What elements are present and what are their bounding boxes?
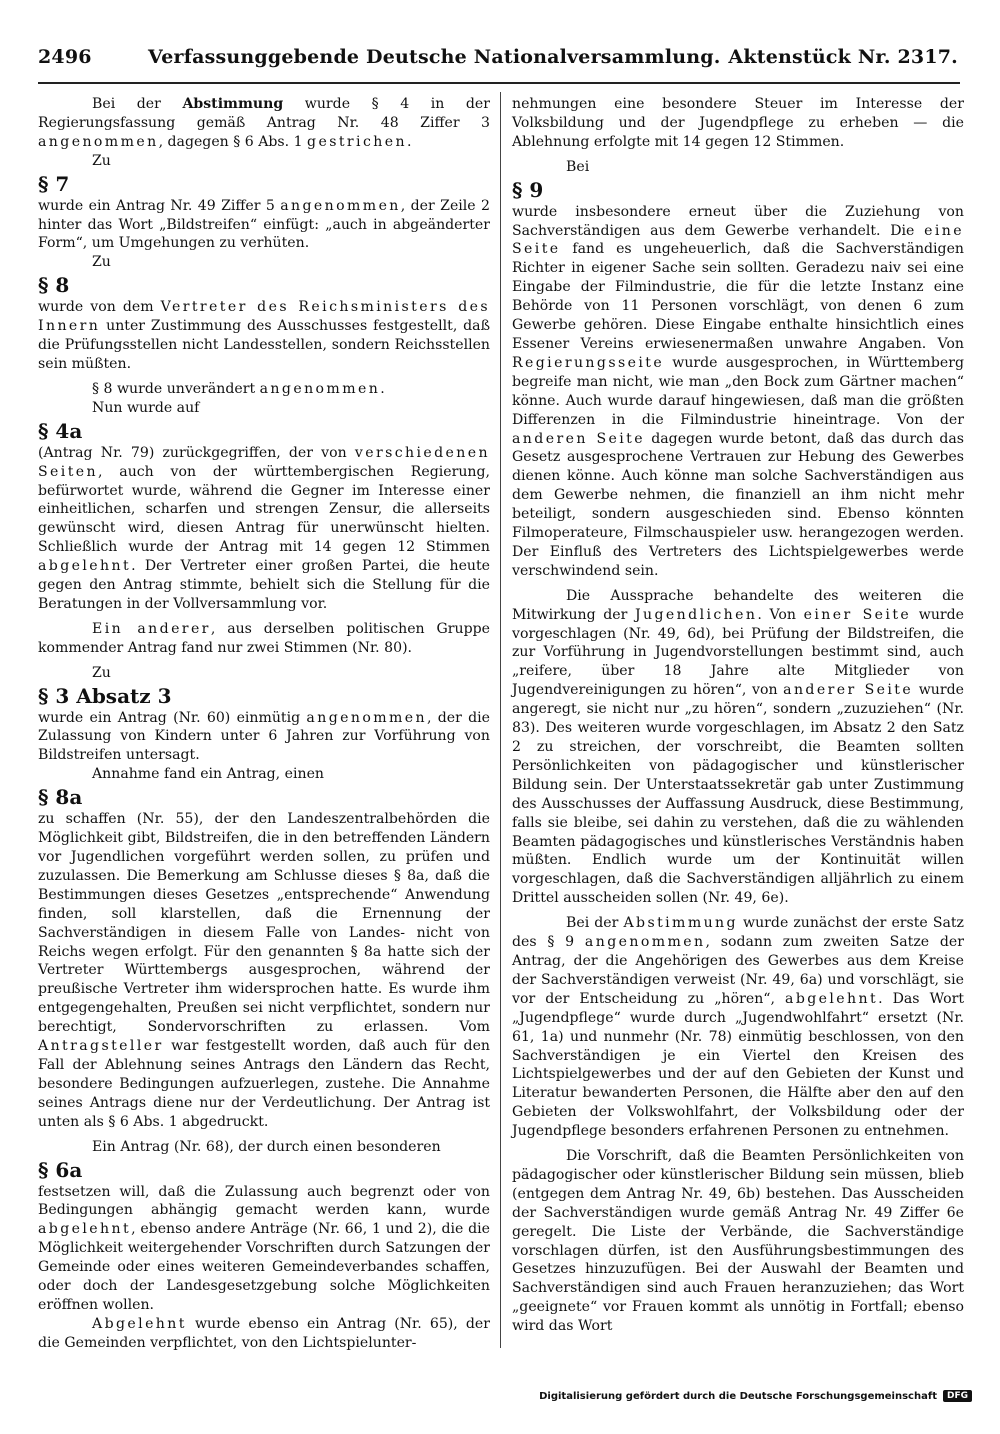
column-divider [500, 92, 501, 1348]
paragraph: Bei der Abstimmung wurde zunächst der erste Satz des § 9 angenommen, sodann zum zweiten Satze der Antrag, der die Angehörigen des Gewerbes aus dem Kreise der Sachverständigen verweist (Nr. 49, 6a) und vorschlägt, sie vor der Entscheidung zu „hören“, abgelehnt. Das Wort „Jugendpflege“ wurde durch „Jugendwohlfahrt“ ersetzt (Nr. 61, 1a) und nunmehr (Nr. 78) einmütig beschlossen, von den Sachverständigen je ein Viertel den Kreisen des Lichtspielgewerbes und der auf den Gebieten der Kunst und Literatur bewanderten Personen, die Hälfte aber den auf den Gebieten der Volkswohlfahrt, der Volksbildung oder der Jugendpflege besonders erfahrenen Personen zu entnehmen. [512, 915, 965, 1140]
paragraph: wurde ein Antrag Nr. 49 Ziffer 5 angenommen, der Zeile 2 hinter das Wort „Bildstreifen“ einfügt: „auch in abgeänderter Form“, um Umgehungen zu verhüten. [38, 197, 490, 252]
paragraph: Zu [92, 254, 111, 271]
paragraph: § 8 wurde unverändert angenommen. [92, 380, 385, 397]
section-heading: § 8a [38, 785, 83, 810]
page-header [38, 46, 958, 76]
paragraph: Die Aussprache behandelte des weiteren die Mitwirkung der Jugendlichen. Von einer Seite wurde vorgeschlagen (Nr. 49, 6d), bei Prüfung der Bildstreifen, die zur Vorführung in Jugendvorstellungen bestimmt sind, auch „reifere, über 18 Jahre alte Mitglieder von Jugendvereinigungen zu hören“, von anderer Seite wurde angeregt, sie nicht nur „zu hören“, sondern „zuzuziehen“ (Nr. 83). Des weiteren wurde vorgeschlagen, im Absatz 2 den Satz 2 zu streichen, der vorschreibt, die Beamten sollten Persönlichkeiten von pädagogischer und künstlerischer Bildung sein. Der Unterstaatssekretär gab unter Zustimmung des Ausschusses der Auffassung Ausdruck, diese Bestimmung, falls sie bleibe, sei dahin zu verstehen, daß die zu wählenden Beamten pädagogisches und künstlerisches Verständnis haben müßten. Endlich wurde um der Kontinuität willen vorgeschlagen, daß die Sachverständigen alljährlich zu einem Drittel ausscheiden sollen (Nr. 49, 6e). [512, 587, 964, 907]
paragraph: wurde ein Antrag (Nr. 60) einmütig angenommen, der die Zulassung von Kindern unter 6 Jahren zur Vorführung von Bildstreifen untersagt. [38, 709, 490, 764]
paragraph: festsetzen will, daß die Zulassung auch begrenzt oder von Bedingungen abhängig gemacht werden kann, wurde abgelehnt, ebenso andere Anträge (Nr. 66, 1 und 2), die die Möglichkeit weitergehender Vorschriften durch Satzungen der Gemeinde oder eines weiteren Gemeindeverbandes schaffen, oder doch der Landesgesetzgebung solche Möglichkeiten eröffnen wollen. [38, 1183, 490, 1313]
paragraph: Annahme fand ein Antrag, einen [92, 766, 324, 783]
section-heading: § 7 [38, 171, 70, 196]
paragraph: wurde von dem Vertreter des Reichsministers des Innern unter Zustimmung des Ausschusses festgestellt, daß die Prüfungsstellen nicht Landesstellen, sondern Reichsstellen sein müßten. [38, 299, 490, 372]
digitization-credit [539, 1390, 972, 1402]
section-heading: § 8 [38, 273, 70, 298]
paragraph: nehmungen eine besondere Steuer im Interesse der Volksbildung und der Jugendpflege zu erheben — die Ablehnung erfolgte mit 14 gegen 12 Stimmen. [512, 96, 964, 150]
section-heading: § 9 [512, 177, 544, 202]
section-heading: § 4a [38, 418, 83, 443]
credit-text: Digitalisierung gefördert durch die Deutsche Forschungsgemeinschaft [539, 1390, 937, 1402]
page-number: 2496 [38, 46, 92, 68]
header-title: Verfassunggebende Deutsche Nationalversammlung. [148, 46, 721, 68]
paragraph: (Antrag Nr. 79) zurückgegriffen, der von verschiedenen Seiten, auch von der württembergischen Regierung, befürwortet wurde, während die Gegner im Interesse einer einheitlichen, scharfen und strengen Zensur, die allerseits gewünscht wird, diesen Antrag für unerwünscht hielten. Schließlich wurde der Antrag mit 14 gegen 12 Stimmen abgelehnt. Der Vertreter einer großen Partei, die heute gegen den Antrag stimmte, behielt sich die Stellung für die Beratungen in der Vollversammlung vor. [38, 444, 490, 612]
paragraph: Die Vorschrift, daß die Beamten Persönlichkeiten von pädagogischer oder künstlerischer Bildung sein müssen, blieb (entgegen dem Antrag Nr. 49, 6b) bestehen. Das Ausscheiden der Sachverständigen wurde gemäß Antrag Nr. 49 Ziffer 6e geregelt. Die Liste der Verbände, die Sachverständige vorschlagen dürfen, ist den Ausführungsbestimmungen des Gesetzes hinzuzufügen. Bei der Auswahl der Beamten und Sachverständigen sind auch Frauen heranzuziehen; das Wort „geeignete“ vor Frauen kommt als unnötig in Fortfall; ebenso wird das Wort [512, 1148, 964, 1335]
section-heading: § 6a [38, 1157, 83, 1182]
paragraph: Zu [92, 152, 111, 169]
paragraph: Zu [92, 664, 111, 681]
paragraph: Bei der Abstimmung wurde § 4 in der Regierungsfassung gemäß Antrag Nr. 48 Ziffer 3 angenommen, dagegen § 6 Abs. 1 gestrichen. [38, 96, 491, 150]
paragraph: Ein Antrag (Nr. 68), der durch einen besonderen [92, 1138, 441, 1155]
paragraph: wurde insbesondere erneut über die Zuziehung von Sachverständigen aus dem Gewerbe verhandelt. Die eine Seite fand es ungeheuerlich, daß die Sachverständigen Richter in eigener Sache sein sollten. Geradezu naiv sei eine Eingabe der Filmindustrie, die für die letzte Instanz eine Behörde von 11 Personen vorschlägt, von denen 6 zum Gewerbe gehören. Diese Eingabe enthalte hinsichtlich eines Essener Vereins erwiesenermaßen unwahre Angaben. Von Regierungsseite wurde ausgesprochen, in Württemberg begreife man nicht, wie man „den Bock zum Gärtner machen“ könne. Auch wurde darauf hingewiesen, daß man die größten Differenzen in die Filmindustrie hineintrage. Von der anderen Seite dagegen wurde betont, daß das durch das Gesetz ausgesprochene Vertrauen zur Hebung des Gewerbes dienen könne. Auch könne man solche Sachverständigen aus dem Gewerbe nehmen, die finanziell an ihm nicht mehr beteiligt, sondern ausgeschieden sind. Ebenso könnten Filmoperateure, Filmschauspieler usw. herangezogen werden. Der Einfluß des Vertreters des Lichtspielgewerbes werde verschwindend sein. [512, 203, 964, 579]
section-heading: § 3 Absatz 3 [38, 683, 172, 708]
paragraph: Ein anderer, aus derselben politischen Gruppe kommender Antrag fand nur zwei Stimmen (Nr. 80). [38, 620, 490, 656]
paragraph: Bei [566, 158, 590, 175]
dfg-logo: DFG [943, 1390, 972, 1402]
paragraph: zu schaffen (Nr. 55), der den Landeszentralbehörden die Möglichkeit gibt, Bildstreifen, die in den betreffenden Ländern vor Jugendlichen vorgeführt werden sollen, zu prüfen und zuzulassen. Die Bemerkung am Schlusse dieses § 8a, daß die Bestimmungen dieses Gesetzes „entsprechende“ Anwendung finden, soll klarstellen, daß die Ernennung der Sachverständigen in diesem Falle von Landes- nicht von Reichs wegen erfolgt. Für den genannten § 8a hatte sich der Vertreter Württembergs ausgesprochen, während der preußische Vertreter ihm widersprochen hatte. Es wurde ihm entgegengehalten, Preußen sei nicht verpflichtet, sondern nur berechtigt, Sondervorschriften zu erlassen. Vom Antragsteller war festgestellt worden, daß auch für den Fall der Ablehnung seines Antrags den Ländern das Recht, besondere Bedingungen aufzuerlegen, zustehe. Die Annahme seines Antrags diene nur der Verdeutlichung. Der Antrag ist unten als § 6 Abs. 1 abgedruckt. [38, 811, 490, 1130]
document-number: Aktenstück Nr. 2317. [728, 46, 958, 68]
right-column [512, 95, 964, 1336]
paragraph: Nun wurde auf [92, 399, 200, 416]
header-rule [38, 82, 960, 84]
paragraph: Abgelehnt wurde ebenso ein Antrag (Nr. 65), der die Gemeinden verpflichtet, von den Lichtspielunter- [38, 1315, 490, 1351]
left-column [38, 95, 490, 1353]
